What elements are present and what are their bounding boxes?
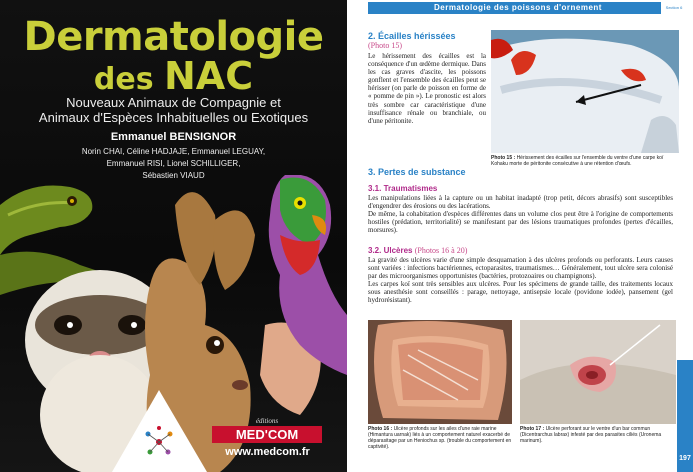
cover-coauthors-line2: Emmanuel RISI, Lionel SCHILLIGER, xyxy=(106,159,241,168)
photo-17-image xyxy=(520,320,676,424)
section-3-1-paragraph-2: De même, la cohabitation d'espèces différentes dans un volume clos peut être à l'origine de comportements hostiles (prédation, territorialité) se manifestant par des lésions traumatiques profondes (pertes d'écailles, morsures). xyxy=(368,210,673,235)
publisher-triangle-logo xyxy=(112,390,207,472)
photo-16-caption xyxy=(368,426,514,450)
section-3-title: 3. Pertes de substance xyxy=(368,167,466,177)
publisher-editions-label: éditions xyxy=(255,417,279,425)
photo-17-caption-label: Photo 17 : xyxy=(520,426,545,432)
section-3-2-title-text: 3.2. Ulcères xyxy=(368,246,413,255)
photo-15-caption-label: Photo 15 : xyxy=(491,155,516,161)
section-3-2-photo-ref: (Photos 16 à 20) xyxy=(414,246,468,255)
page-number: 197 xyxy=(679,455,691,462)
section-3-2-title xyxy=(368,246,467,255)
section-3-1-title: 3.1. Traumatismes xyxy=(368,184,438,193)
cover-main-author: Emmanuel BENSIGNOR xyxy=(110,131,237,143)
photo-15-caption-text: Hérissement des écailles sur l'ensemble du ventre d'une carpe koï Kohaku morte de péritonite consécutive à une rétention d'œufs. xyxy=(491,155,664,167)
photo-16 xyxy=(368,320,512,424)
section-2-photo-ref: (Photo 15) xyxy=(368,41,402,50)
page-header: Dermatologie des poissons d'ornement xyxy=(368,2,668,14)
page-header-section: Section 6 xyxy=(661,2,687,14)
cover-coauthors-line1: Norin CHAI, Céline HADJAJE, Emmanuel LEGUAY, xyxy=(81,147,266,156)
cover-subtitle xyxy=(10,95,337,125)
cover-title-prefix: des xyxy=(93,62,164,97)
section-2-text: Le hérissement des écailles est la conséquence d'un œdème dermique. Dans les cas graves d'ascite, les poissons gonflent et l'ensemble des écailles peut se hérisser (on parle de poisson en forme de « pomme de pin »). Le pronostic est alors très sombre car caractéristique d'une insuffisance rénale ou branchiale, ou d'une péritonite. xyxy=(368,52,486,125)
photo-15-caption xyxy=(491,155,681,167)
inner-page xyxy=(347,0,693,472)
cover-title-line1: Dermatologie xyxy=(23,14,324,60)
section-3-2-text xyxy=(368,256,673,305)
cover-title-nac: NAC xyxy=(164,54,254,98)
photo-17-caption-text: Ulcère perforant sur le ventre d'un bar commun (Dicentrarchus labrax) infesté par des parasites ciliés (Uronema marinum). xyxy=(520,426,662,444)
publisher-url[interactable]: www.medcom.fr xyxy=(225,446,310,458)
photo-16-caption-label: Photo 16 : xyxy=(368,426,393,432)
cover-subtitle-line2: Animaux d'Espèces Inhabituelles ou Exotiques xyxy=(38,110,309,125)
lizard-illustration xyxy=(0,185,92,255)
section-3-2-paragraph-1: La gravité des ulcères varie d'une simple desquamation à des ulcères profonds ou perforants. Leurs causes sont variées : infections bactériennes, ectoparasites, traumatismes… Généralement, tout ulcère sera colonisé par des microorganismes opportunistes (bactéries, protozoaires ou champignons). xyxy=(368,256,673,281)
photo-16-caption-text: Ulcère profonds sur les ailes d'une raie marine (Himantura uarnak) liés à un comportement naturel exacerbé de déparasitage par un Heniochus sp. (trouble du comportement en captivité). xyxy=(368,426,512,450)
section-3-1-paragraph-1: Les manipulations liées à la capture ou un habitat inadapté (trop petit, décors abrasifs) sont susceptibles d'engendrer des érosions ou des lacérations. xyxy=(368,194,673,211)
cover-subtitle-line1: Nouveaux Animaux de Compagnie et xyxy=(66,95,281,110)
photo-15 xyxy=(491,30,679,153)
photo-17 xyxy=(520,320,676,424)
section-3-2-paragraph-2: Les carpes koï sont très sensibles aux ulcères. Pour les spécimens de grande taille, des traitements locaux sous anesthésie sont conseillés : parage, nettoyage, antisepsie locale (povidone iodée), pansement (gel hydrorésistant). xyxy=(368,280,673,305)
section-3-1-text xyxy=(368,194,673,234)
photo-17-caption xyxy=(520,426,670,444)
photo-16-image xyxy=(368,320,512,424)
section-2-title-text: 2. Écailles hérissées xyxy=(368,31,456,41)
publisher-logo: MED'COM xyxy=(212,426,322,443)
cover-coauthors-line3: Sébastien VIAUD xyxy=(142,171,205,180)
photo-15-image xyxy=(491,30,679,153)
section-2-title xyxy=(368,31,456,50)
cover-title-line2 xyxy=(0,54,347,98)
